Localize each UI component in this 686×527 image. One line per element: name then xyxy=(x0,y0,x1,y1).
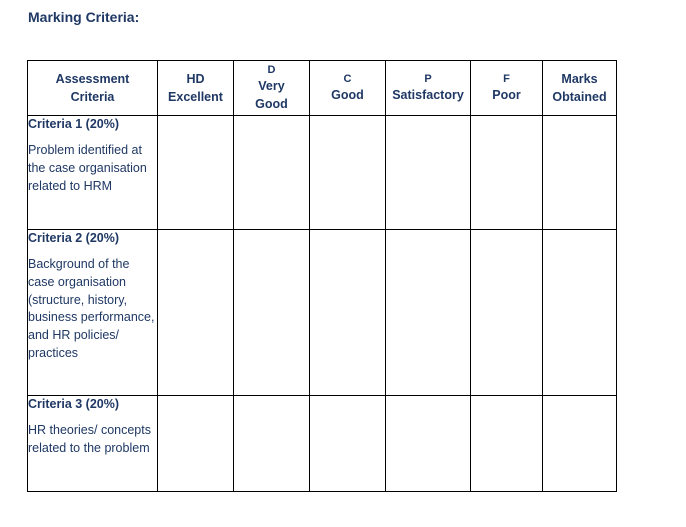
table-row xyxy=(28,230,617,396)
grade-cell-p xyxy=(386,396,471,492)
header-d-very-good: D Very Good xyxy=(234,61,310,116)
grade-cell-p xyxy=(386,230,471,396)
header-assessment-criteria: Assessment Criteria xyxy=(28,61,158,116)
criteria-title: Criteria 1 (20%) xyxy=(28,117,120,131)
criteria-cell xyxy=(28,230,158,396)
criteria-cell xyxy=(28,396,158,492)
criteria-description: Background of the case organisation (structure, history, business performance, and HR policies/ practices xyxy=(28,257,155,360)
grade-cell-hd xyxy=(158,116,234,230)
marks-obtained-cell xyxy=(543,116,617,230)
grade-cell-hd xyxy=(158,230,234,396)
grade-letter: C xyxy=(343,73,352,85)
grade-cell-p xyxy=(386,116,471,230)
grade-cell-d xyxy=(234,396,310,492)
grade-cell-c xyxy=(310,230,386,396)
grade-cell-d xyxy=(234,230,310,396)
criteria-title: Criteria 3 (20%) xyxy=(28,397,120,411)
grade-cell-f xyxy=(471,396,543,492)
criteria-cell xyxy=(28,116,158,230)
marking-criteria-table xyxy=(27,60,617,492)
page-heading: Marking Criteria: xyxy=(28,9,140,25)
grade-cell-c xyxy=(310,396,386,492)
header-row xyxy=(28,61,617,116)
criteria-description: Problem identified at the case organisation related to HRM xyxy=(28,143,147,193)
marks-obtained-cell xyxy=(543,230,617,396)
grade-cell-hd xyxy=(158,396,234,492)
table-row xyxy=(28,116,617,230)
grade-cell-f xyxy=(471,230,543,396)
grade-cell-d xyxy=(234,116,310,230)
grade-letter: F xyxy=(503,73,510,85)
header-p-satisfactory: P Satisfactory xyxy=(386,61,471,116)
criteria-description: HR theories/ concepts related to the problem xyxy=(28,423,151,455)
header-c-good: C Good xyxy=(310,61,386,116)
table-row xyxy=(28,396,617,492)
marks-obtained-cell xyxy=(543,396,617,492)
grade-cell-f xyxy=(471,116,543,230)
header-hd-excellent: HD Excellent xyxy=(158,61,234,116)
grade-letter: D xyxy=(267,64,276,76)
header-f-poor: F Poor xyxy=(471,61,543,116)
header-marks-obtained: Marks Obtained xyxy=(543,61,617,116)
grade-cell-c xyxy=(310,116,386,230)
criteria-title: Criteria 2 (20%) xyxy=(28,231,120,245)
grade-letter: P xyxy=(424,73,432,85)
